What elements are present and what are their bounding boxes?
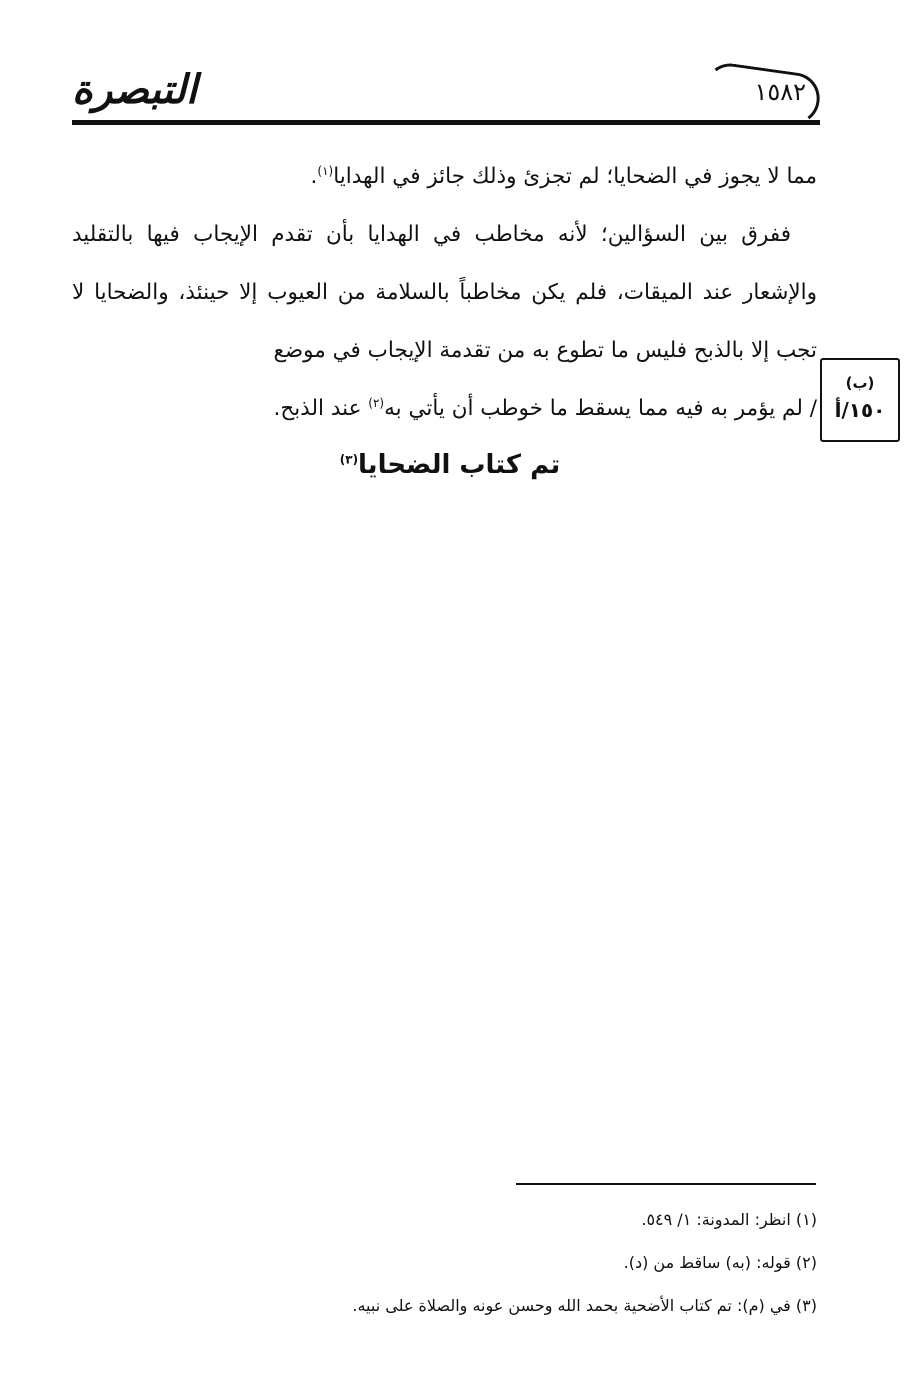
folio-number: ١٥٠/أ [834,398,886,422]
paragraph-2-last-line [72,380,817,438]
main-text [72,148,817,438]
section-end-text: تم كتاب الضحايا [358,450,561,480]
footnote-ref-2[interactable]: (٢) [368,395,385,410]
footnote-ref-3[interactable]: (٣) [339,452,359,467]
paragraph-2: ففرق بين السؤالين؛ لأنه مخاطب في الهدايا بأن تقدم الإيجاب فيها بالتقليد والإشعار عند الميقات، فلم يكن مخاطباً بالسلامة من العيوب إلا حينئذ، والضحايا لا تجب إلا بالذبح فليس ما تطوع به من تقدمة الإيجاب في موضع [72,222,817,363]
footnotes [200,1198,817,1327]
page-number: ١٥٨٢ [754,78,806,106]
section-end-heading [300,440,600,490]
footnote-1: (١) انظر: المدونة: ١/ ٥٤٩. [641,1210,817,1229]
manuscript-folio-note [820,358,900,442]
footnote-separator [516,1183,816,1185]
footnote-ref-1[interactable]: (١) [317,163,334,178]
paragraph-1 [72,148,817,206]
last-line-end: عند الذبح. [273,396,369,421]
last-line-text: / لم يؤمر به فيه مما يسقط ما خوطب أن يأتي به [384,396,817,421]
header-rule [72,120,820,125]
page-header [72,60,820,130]
paragraph-1-text: مما لا يجوز في الضحايا؛ لم تجزئ وذلك جائز في الهدايا [333,164,817,189]
footnote-3: (٣) في (م): تم كتاب الأضحية بحمد الله وحسن عونه والصلاة على نبيه. [352,1296,817,1315]
book-title: التبصرة [72,66,198,113]
manuscript-siglum: (ب) [845,374,875,392]
footnote-2: (٢) قوله: (به) ساقط من (د). [623,1253,817,1272]
paragraph-1-end: . [310,164,318,189]
